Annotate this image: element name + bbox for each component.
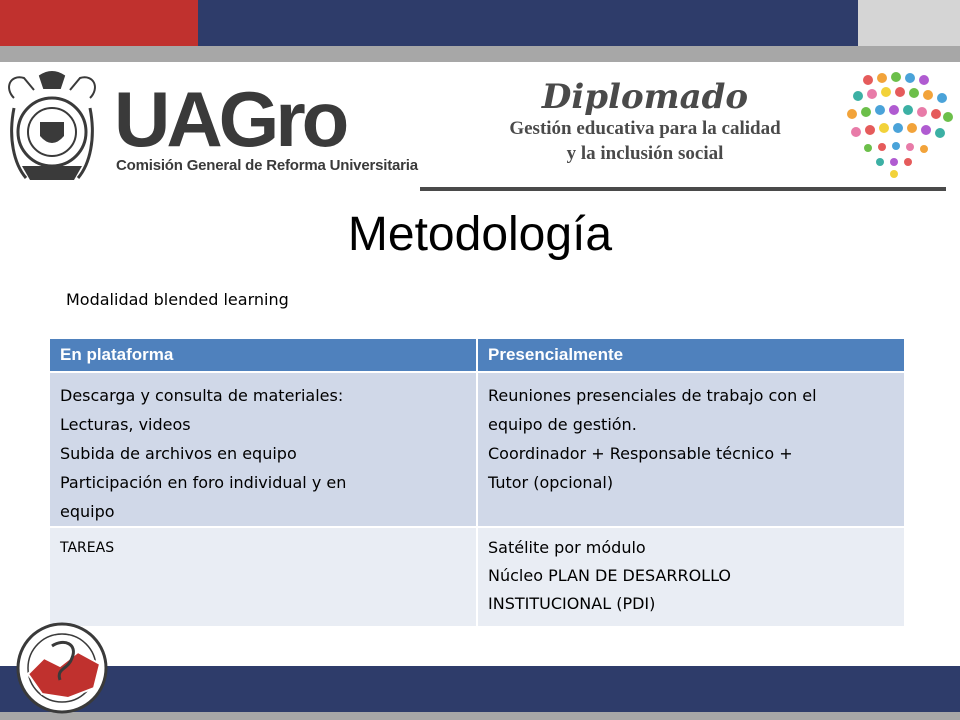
page-title: Metodología: [347, 208, 613, 261]
column-header-in-person: Presencialmente: [477, 338, 905, 372]
cell-line: Tutor (opcional): [488, 473, 614, 492]
cell-line: Satélite por módulo: [488, 538, 646, 557]
people-group-icon: [838, 70, 958, 180]
diplomado-line-2: y la inclusión social: [566, 143, 724, 164]
table-cell-tasks: [49, 527, 477, 627]
top-band-red: [0, 0, 198, 46]
reform-commission-seal-logo: [8, 618, 116, 718]
diplomado-block: [470, 78, 820, 166]
cell-line: Subida de archivos en equipo: [60, 444, 297, 463]
footer-band-gray: [0, 712, 960, 720]
uagro-brand: [108, 75, 418, 180]
cell-line: Lecturas, videos: [60, 415, 191, 434]
table-cell-in-person-activities: [477, 372, 905, 527]
brand-subtitle: Comisión General de Reforma Universitaria: [116, 157, 418, 174]
brand-name: UAGro: [114, 75, 346, 163]
cell-line: Descarga y consulta de materiales:: [60, 386, 344, 405]
cell-line: INSTITUCIONAL (PDI): [488, 594, 656, 613]
cell-line: Participación en foro individual y en: [60, 473, 347, 492]
university-crest-logo: [4, 68, 100, 192]
cell-line: equipo: [60, 502, 115, 521]
page-subtitle: Modalidad blended learning: [66, 290, 289, 309]
table-cell-satellite: [477, 527, 905, 627]
table-row: [49, 527, 905, 627]
cell-line: Reuniones presenciales de trabajo con el: [488, 386, 817, 405]
cell-line: Núcleo PLAN DE DESARROLLO: [488, 566, 732, 585]
top-band-gray: [0, 46, 960, 62]
top-band-light: [858, 0, 960, 46]
cell-line: Coordinador + Responsable técnico +: [488, 444, 793, 463]
methodology-table: [48, 337, 904, 628]
table-cell-platform-activities: [49, 372, 477, 527]
column-header-platform: En plataforma: [49, 338, 477, 372]
cell-line: equipo de gestión.: [488, 415, 637, 434]
table-header-row: [49, 338, 905, 372]
top-band-navy: [198, 0, 858, 46]
footer-band-navy: [0, 666, 960, 712]
header-divider: [420, 187, 946, 191]
diplomado-line-1: Gestión educativa para la calidad: [509, 118, 781, 139]
table-row: [49, 372, 905, 527]
cell-line: TAREAS: [60, 540, 115, 556]
methodology-table-grid: [48, 337, 906, 628]
diplomado-title: Diplomado: [541, 77, 749, 117]
